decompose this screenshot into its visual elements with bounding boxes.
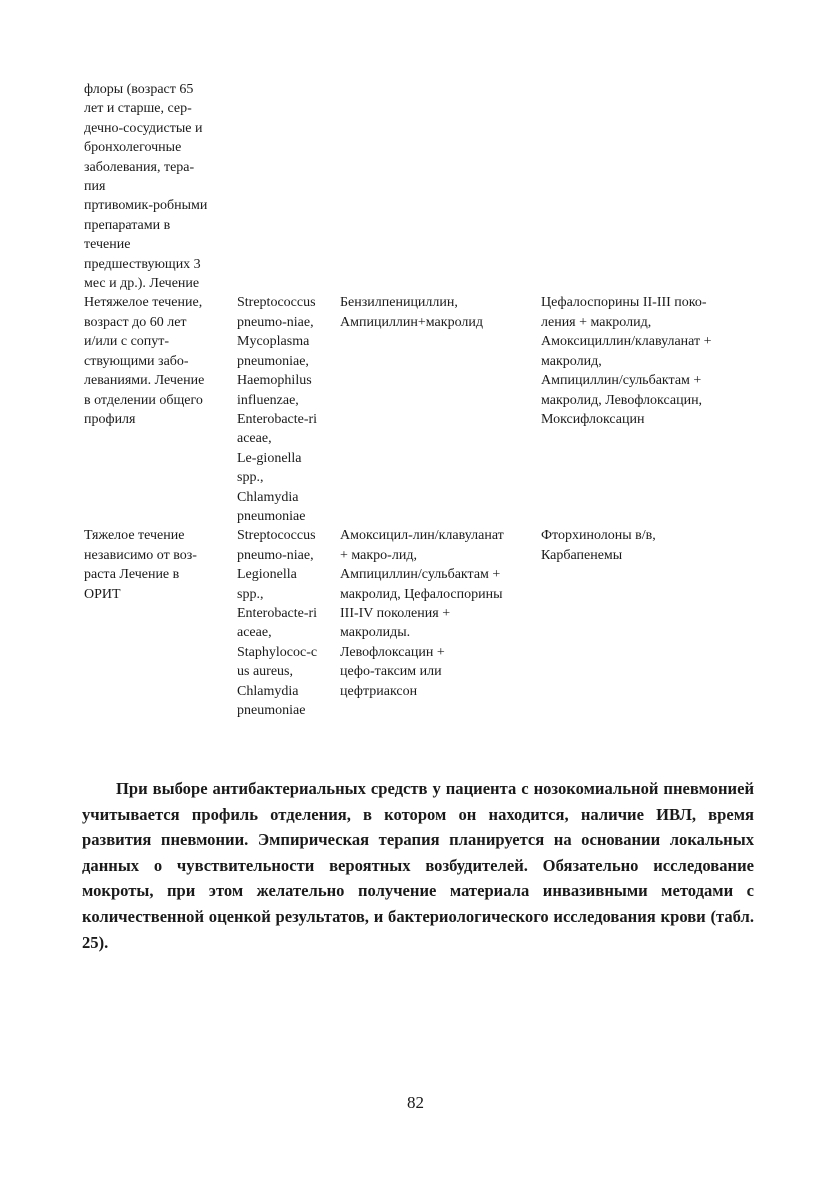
table-cell-alternative: Фторхинолоны в/в, Карбапенемы — [541, 528, 656, 563]
table-cell-alternative: Цефалоспорины II-III поко- ления + макролид, Амоксициллин/клавуланат + макролид, Ампициллин/сульбактам + макролид, Левофлоксацин, Моксифлоксацин — [541, 295, 712, 427]
table-row — [84, 526, 764, 720]
table-cell-first-choice — [340, 80, 541, 293]
table-row — [84, 293, 764, 526]
table-cell-patient-group: Нетяжелое течение, возраст до 60 лет и/или с сопут- ствующими забо- леваниями. Лечение в отделении общего профиля — [84, 295, 205, 427]
table-cell-first-choice: Амоксицил-лин/клавуланат + макро-лид, Ампициллин/сульбактам + макролид, Цефалоспорины III-IV поколения + макролиды. Левофлоксацин + цефо-таксим или цефтриаксон — [340, 528, 504, 699]
table-row — [84, 80, 764, 293]
table-cell-alternative — [541, 80, 764, 293]
table-cell-pathogens: Streptococcus pneumo-niae, Mycoplasma pneumoniae, Haemophilus influenzae, Enterobacte-ri aceae, Le-gionella spp., Chlamydia pneumoniae — [237, 295, 318, 524]
page-number: 82 — [407, 1093, 424, 1112]
table-cell-first-choice: Бензилпенициллин, Ампициллин+макролид — [340, 295, 483, 330]
table-cell-pathogens — [237, 80, 340, 293]
body-paragraph: При выборе антибактериальных средств у пациента с нозокомиальной пневмонией учитывается профиль отделения, в котором он находится, наличие ИВЛ, время развития пневмонии. Эмпирическая терапия планируется на основании локальных данных о чувствительности вероятных возбудителей. Обязательно исследование мокроты, при этом желательно получение материала инвазивными методами с количественной оценкой результатов, и бактериологического исследования крови (табл. 25). — [82, 779, 754, 952]
table-cell-patient-group: Тяжелое течение независимо от воз- раста Лечение в ОРИТ — [84, 528, 197, 602]
treatment-table-block — [84, 80, 764, 720]
table-cell-patient-group: флоры (возраст 65 лет и старше, сер- дечно-сосудистые и бронхолегочные заболевания, тера- пия пртивомик-робными препаратами в течение предшествующих 3 мес и др.). Лечение — [84, 82, 208, 292]
treatment-table — [84, 80, 764, 720]
table-cell-pathogens: Streptococcus pneumo-niae, Legionella spp., Enterobacte-ri aceae, Staphylococ-c us aureus, Chlamydia pneumoniae — [237, 528, 318, 718]
